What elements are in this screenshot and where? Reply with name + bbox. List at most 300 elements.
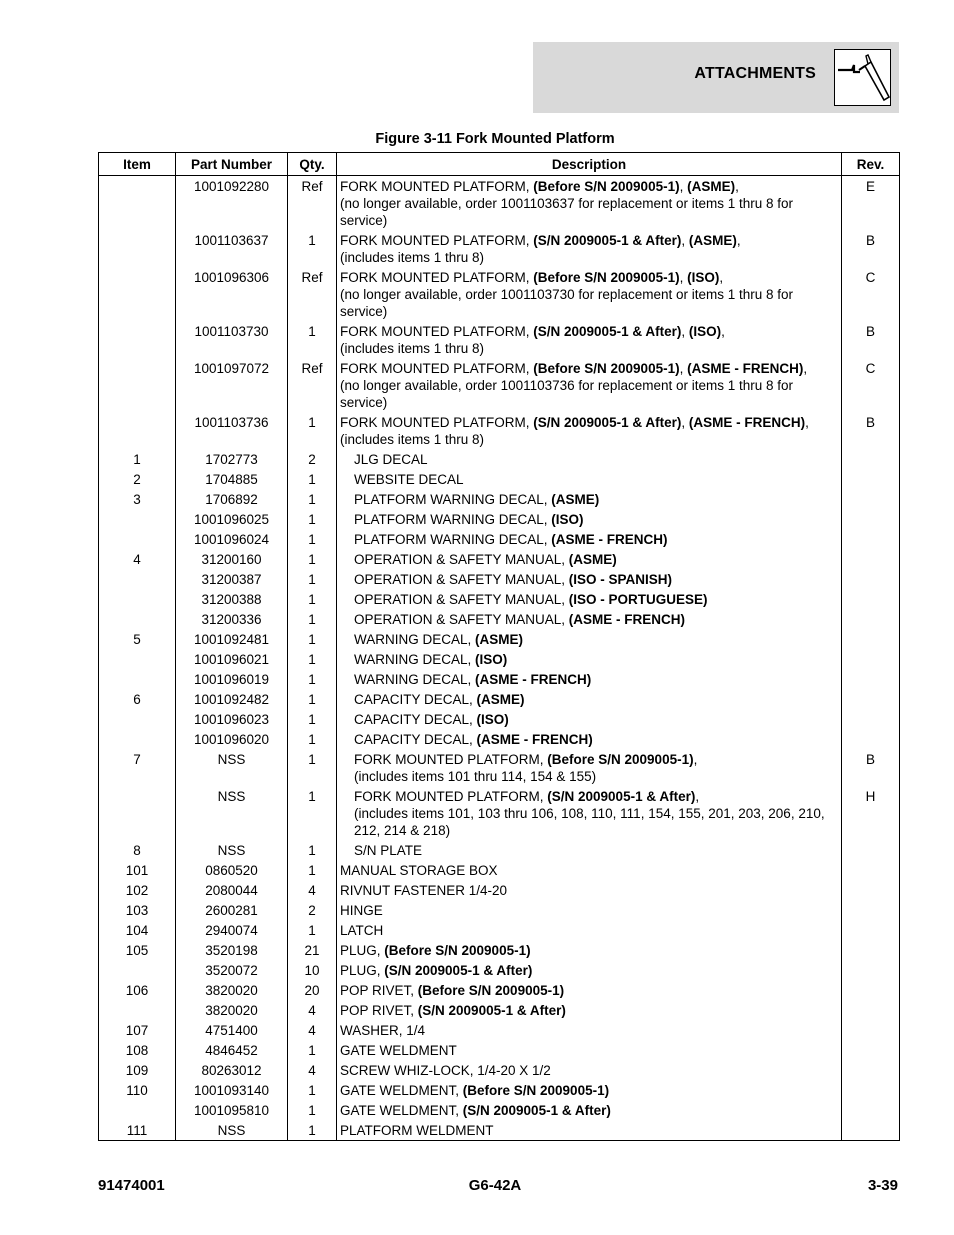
item-number-cell: 109	[99, 1060, 176, 1080]
part-number-cell: 3520072	[176, 960, 288, 980]
description-cell	[337, 1020, 842, 1040]
description-cell	[337, 629, 842, 649]
qty-cell: 1	[288, 649, 337, 669]
part-number-cell: 31200387	[176, 569, 288, 589]
description-line	[354, 591, 838, 608]
description-line	[354, 691, 838, 708]
rev-cell: B	[842, 230, 900, 267]
item-number-cell: 107	[99, 1020, 176, 1040]
qty-cell: Ref	[288, 358, 337, 412]
column-header-part-number: Part Number	[176, 153, 288, 176]
description-qualifier: (S/N 2009005-1 & After)	[533, 232, 682, 248]
item-number-cell: 7	[99, 749, 176, 786]
table-row	[99, 529, 900, 549]
part-number-cell: 1001095810	[176, 1100, 288, 1120]
description-cell	[337, 589, 842, 609]
rev-cell	[842, 449, 900, 469]
qty-cell: 1	[288, 1100, 337, 1120]
description-note: (no longer available, order 1001103736 for replacement or items 1 thru 8 for service)	[340, 377, 794, 410]
description-text: FORK MOUNTED PLATFORM,	[340, 414, 534, 430]
description-cell	[337, 529, 842, 549]
table-row	[99, 569, 900, 589]
footer-page-number: 3-39	[867, 1177, 898, 1194]
item-number-cell: 8	[99, 840, 176, 860]
qty-cell: 1	[288, 786, 337, 840]
description-line	[354, 571, 838, 588]
item-number-cell	[99, 1100, 176, 1120]
description-note: (includes items 101 thru 114, 154 & 155)	[354, 768, 597, 784]
rev-cell	[842, 840, 900, 860]
rev-cell	[842, 489, 900, 509]
qty-cell: 1	[288, 840, 337, 860]
rev-cell: E	[842, 176, 900, 231]
item-number-cell	[99, 960, 176, 980]
qty-cell: 1	[288, 230, 337, 267]
part-number-cell: 31200336	[176, 609, 288, 629]
description-qualifier: (S/N 2009005-1 & After)	[462, 1102, 611, 1118]
item-number-cell	[99, 509, 176, 529]
part-number-cell: 3820020	[176, 980, 288, 1000]
qty-cell: 1	[288, 609, 337, 629]
qty-cell: 10	[288, 960, 337, 980]
item-number-cell: 105	[99, 940, 176, 960]
rev-cell	[842, 1120, 900, 1141]
parts-table	[98, 152, 900, 1141]
description-cell	[337, 569, 842, 589]
item-number-cell: 106	[99, 980, 176, 1000]
table-row	[99, 709, 900, 729]
description-qualifier: (ASME - FRENCH)	[688, 414, 806, 430]
part-number-cell: 1001096021	[176, 649, 288, 669]
part-number-cell: 2940074	[176, 920, 288, 940]
description-line	[354, 842, 838, 859]
description-text: PLUG,	[340, 942, 385, 958]
description-text: WARNING DECAL,	[354, 631, 476, 647]
qty-cell: 1	[288, 489, 337, 509]
qty-cell: 1	[288, 749, 337, 786]
rev-cell: C	[842, 358, 900, 412]
description-text: ,	[693, 751, 698, 767]
table-row	[99, 1120, 900, 1141]
item-number-cell	[99, 589, 176, 609]
rev-cell	[842, 689, 900, 709]
part-number-cell: 0860520	[176, 860, 288, 880]
description-cell	[337, 549, 842, 569]
qty-cell: 1	[288, 412, 337, 449]
table-row	[99, 549, 900, 569]
rev-cell	[842, 1080, 900, 1100]
description-line	[354, 751, 838, 768]
rev-cell	[842, 920, 900, 940]
rev-cell	[842, 669, 900, 689]
description-text: LATCH	[340, 922, 384, 938]
description-cell	[337, 960, 842, 980]
description-qualifier: (ASME)	[687, 178, 736, 194]
description-line	[354, 711, 838, 728]
table-row	[99, 1020, 900, 1040]
column-header-description: Description	[337, 153, 842, 176]
description-text: ,	[805, 414, 809, 430]
description-text: ,	[681, 323, 689, 339]
item-number-cell: 5	[99, 629, 176, 649]
description-text: WEBSITE DECAL	[354, 471, 464, 487]
table-header-row	[99, 153, 900, 176]
part-number-cell: 1001096025	[176, 509, 288, 529]
description-cell	[337, 786, 842, 840]
description-line	[340, 882, 838, 899]
description-line	[340, 1122, 838, 1139]
rev-cell	[842, 1020, 900, 1040]
rev-cell	[842, 509, 900, 529]
description-line	[354, 631, 838, 648]
description-cell	[337, 1120, 842, 1141]
item-number-cell	[99, 609, 176, 629]
description-qualifier: (Before S/N 2009005-1)	[533, 269, 680, 285]
qty-cell: 1	[288, 569, 337, 589]
description-text: ,	[721, 323, 725, 339]
description-text: FORK MOUNTED PLATFORM,	[340, 360, 534, 376]
item-number-cell: 111	[99, 1120, 176, 1141]
table-row	[99, 649, 900, 669]
part-number-cell: 2080044	[176, 880, 288, 900]
qty-cell: Ref	[288, 267, 337, 321]
description-cell	[337, 649, 842, 669]
table-row	[99, 629, 900, 649]
rev-cell	[842, 960, 900, 980]
description-text: WASHER, 1/4	[340, 1022, 426, 1038]
description-cell	[337, 176, 842, 231]
description-cell	[337, 689, 842, 709]
rev-cell	[842, 729, 900, 749]
description-text: PLATFORM WELDMENT	[340, 1122, 494, 1138]
description-cell	[337, 920, 842, 940]
description-note: (includes items 1 thru 8)	[340, 431, 485, 447]
qty-cell: 1	[288, 920, 337, 940]
description-qualifier: (ISO)	[687, 269, 720, 285]
qty-cell: 4	[288, 1060, 337, 1080]
item-number-cell	[99, 649, 176, 669]
description-cell	[337, 1000, 842, 1020]
description-text: ,	[695, 788, 700, 804]
qty-cell: 1	[288, 529, 337, 549]
description-line	[354, 491, 838, 508]
description-qualifier: (Before S/N 2009005-1)	[533, 360, 680, 376]
description-note: (no longer available, order 1001103637 for replacement or items 1 thru 8 for service)	[340, 195, 794, 228]
part-number-cell: 1001096019	[176, 669, 288, 689]
description-text: POP RIVET,	[340, 1002, 418, 1018]
description-line	[340, 1022, 838, 1039]
description-text: FORK MOUNTED PLATFORM,	[354, 751, 548, 767]
description-text: WARNING DECAL,	[354, 671, 476, 687]
rev-cell	[842, 609, 900, 629]
table-row	[99, 920, 900, 940]
description-cell	[337, 900, 842, 920]
table-row	[99, 980, 900, 1000]
description-qualifier: (ASME - FRENCH)	[476, 731, 593, 747]
description-cell	[337, 980, 842, 1000]
description-line	[340, 323, 838, 340]
item-number-cell: 1	[99, 449, 176, 469]
footer-document-number: 91474001	[98, 1177, 165, 1194]
qty-cell: 1	[288, 689, 337, 709]
description-line	[354, 651, 838, 668]
description-qualifier: (S/N 2009005-1 & After)	[384, 962, 533, 978]
description-text: HINGE	[340, 902, 383, 918]
table-row	[99, 960, 900, 980]
description-text: OPERATION & SAFETY MANUAL,	[354, 611, 569, 627]
description-qualifier: (ASME)	[568, 551, 617, 567]
description-qualifier: (ASME - FRENCH)	[551, 531, 668, 547]
description-cell	[337, 1040, 842, 1060]
description-text: CAPACITY DECAL,	[354, 691, 477, 707]
description-qualifier: (Before S/N 2009005-1)	[547, 751, 694, 767]
part-number-cell: 31200160	[176, 549, 288, 569]
description-text: POP RIVET,	[340, 982, 418, 998]
rev-cell	[842, 649, 900, 669]
description-qualifier: (ISO)	[688, 323, 722, 339]
description-text: OPERATION & SAFETY MANUAL,	[354, 551, 569, 567]
description-line	[340, 1042, 838, 1059]
description-qualifier: (Before S/N 2009005-1)	[384, 942, 531, 958]
rev-cell: B	[842, 321, 900, 358]
description-line	[340, 922, 838, 939]
rev-cell	[842, 469, 900, 489]
description-qualifier: (S/N 2009005-1 & After)	[547, 788, 696, 804]
description-text: PLATFORM WARNING DECAL,	[354, 511, 552, 527]
table-row	[99, 1100, 900, 1120]
description-cell	[337, 230, 842, 267]
qty-cell: 1	[288, 729, 337, 749]
table-row	[99, 449, 900, 469]
description-text: GATE WELDMENT,	[340, 1102, 463, 1118]
description-cell	[337, 412, 842, 449]
item-number-cell	[99, 358, 176, 412]
description-note: (includes items 101, 103 thru 106, 108, 110, 111, 154, 155, 201, 203, 206, 210, 212, 214 & 218)	[354, 805, 825, 838]
part-number-cell: 4751400	[176, 1020, 288, 1040]
part-number-cell: 1001096024	[176, 529, 288, 549]
part-number-cell: 3820020	[176, 1000, 288, 1020]
description-text: JLG DECAL	[354, 451, 428, 467]
rev-cell: B	[842, 412, 900, 449]
qty-cell: 2	[288, 449, 337, 469]
qty-cell: 1	[288, 589, 337, 609]
description-text: CAPACITY DECAL,	[354, 731, 477, 747]
qty-cell: 1	[288, 469, 337, 489]
item-number-cell	[99, 529, 176, 549]
rev-cell: C	[842, 267, 900, 321]
description-qualifier: (ASME)	[551, 491, 600, 507]
table-row	[99, 230, 900, 267]
table-row	[99, 609, 900, 629]
table-row	[99, 1000, 900, 1020]
description-cell	[337, 749, 842, 786]
rev-cell	[842, 569, 900, 589]
description-line	[354, 471, 838, 488]
description-qualifier: (ASME)	[688, 232, 737, 248]
table-row	[99, 489, 900, 509]
qty-cell: 1	[288, 1120, 337, 1141]
item-number-cell	[99, 669, 176, 689]
column-header-qty: Qty.	[288, 153, 337, 176]
table-row	[99, 786, 900, 840]
table-row	[99, 589, 900, 609]
column-header-item: Item	[99, 153, 176, 176]
item-number-cell	[99, 412, 176, 449]
part-number-cell: 4846452	[176, 1040, 288, 1060]
table-row	[99, 729, 900, 749]
qty-cell: 1	[288, 709, 337, 729]
table-row	[99, 1040, 900, 1060]
description-note: (includes items 1 thru 8)	[340, 249, 485, 265]
description-text: ,	[736, 232, 741, 248]
description-text: S/N PLATE	[354, 842, 423, 858]
description-cell	[337, 609, 842, 629]
table-row	[99, 900, 900, 920]
description-qualifier: (ISO)	[551, 511, 584, 527]
description-cell	[337, 940, 842, 960]
qty-cell: 1	[288, 549, 337, 569]
description-line	[354, 788, 838, 805]
rev-cell	[842, 880, 900, 900]
description-text: OPERATION & SAFETY MANUAL,	[354, 591, 569, 607]
item-number-cell	[99, 1000, 176, 1020]
description-text: FORK MOUNTED PLATFORM,	[340, 232, 534, 248]
description-cell	[337, 449, 842, 469]
description-text: PLUG,	[340, 962, 385, 978]
description-line	[340, 942, 838, 959]
description-text: ,	[719, 269, 724, 285]
item-number-cell	[99, 321, 176, 358]
description-cell	[337, 840, 842, 860]
table-row	[99, 509, 900, 529]
description-text: FORK MOUNTED PLATFORM,	[340, 269, 534, 285]
description-text: ,	[681, 414, 689, 430]
part-number-cell: NSS	[176, 786, 288, 840]
description-text: PLATFORM WARNING DECAL,	[354, 531, 552, 547]
description-qualifier: (Before S/N 2009005-1)	[462, 1082, 610, 1098]
part-number-cell: 1001092280	[176, 176, 288, 231]
description-text: WARNING DECAL,	[354, 651, 476, 667]
rev-cell	[842, 709, 900, 729]
description-cell	[337, 358, 842, 412]
description-qualifier: (ASME)	[476, 691, 525, 707]
qty-cell: 1	[288, 1040, 337, 1060]
description-line	[354, 731, 838, 748]
qty-cell: 20	[288, 980, 337, 1000]
description-cell	[337, 880, 842, 900]
rev-cell: H	[842, 786, 900, 840]
part-number-cell: 1702773	[176, 449, 288, 469]
description-cell	[337, 267, 842, 321]
part-number-cell: 1001093140	[176, 1080, 288, 1100]
item-number-cell	[99, 569, 176, 589]
description-text: FORK MOUNTED PLATFORM,	[354, 788, 548, 804]
table-row	[99, 469, 900, 489]
rev-cell: B	[842, 749, 900, 786]
item-number-cell: 101	[99, 860, 176, 880]
qty-cell: 4	[288, 880, 337, 900]
description-line	[340, 178, 838, 195]
description-note: (no longer available, order 1001103730 for replacement or items 1 thru 8 for service)	[340, 286, 794, 319]
qty-cell: 2	[288, 900, 337, 920]
item-number-cell: 108	[99, 1040, 176, 1060]
rev-cell	[842, 1060, 900, 1080]
rev-cell	[842, 980, 900, 1000]
description-line	[340, 862, 838, 879]
table-row	[99, 669, 900, 689]
description-cell	[337, 709, 842, 729]
table-row	[99, 749, 900, 786]
qty-cell: 4	[288, 1000, 337, 1020]
parts-table-body	[99, 176, 900, 1141]
description-cell	[337, 1060, 842, 1080]
rev-cell	[842, 629, 900, 649]
table-row	[99, 1080, 900, 1100]
description-cell	[337, 729, 842, 749]
rev-cell	[842, 900, 900, 920]
description-qualifier: (ASME - FRENCH)	[687, 360, 804, 376]
part-number-cell: 31200388	[176, 589, 288, 609]
qty-cell: Ref	[288, 176, 337, 231]
table-row	[99, 880, 900, 900]
description-text: FORK MOUNTED PLATFORM,	[340, 178, 534, 194]
part-number-cell: NSS	[176, 1120, 288, 1141]
footer-model: G6-42A	[468, 1177, 522, 1194]
item-number-cell	[99, 176, 176, 231]
description-text: ,	[679, 360, 688, 376]
description-cell	[337, 509, 842, 529]
description-text: GATE WELDMENT	[340, 1042, 457, 1058]
description-line	[340, 1062, 838, 1079]
table-row	[99, 940, 900, 960]
part-number-cell: 1706892	[176, 489, 288, 509]
description-qualifier: (ASME)	[475, 631, 524, 647]
description-line	[354, 531, 838, 548]
item-number-cell: 3	[99, 489, 176, 509]
qty-cell: 4	[288, 1020, 337, 1040]
description-line	[340, 414, 838, 431]
item-number-cell	[99, 786, 176, 840]
part-number-cell: 1001092482	[176, 689, 288, 709]
description-line	[354, 551, 838, 568]
part-number-cell: 1001097072	[176, 358, 288, 412]
description-text: RIVNUT FASTENER 1/4-20	[340, 882, 508, 898]
qty-cell: 1	[288, 669, 337, 689]
section-title: ATTACHMENTS	[694, 65, 816, 82]
table-row	[99, 412, 900, 449]
description-text: PLATFORM WARNING DECAL,	[354, 491, 552, 507]
welding-torch-icon	[834, 49, 891, 106]
description-line	[354, 511, 838, 528]
description-qualifier: (ISO)	[476, 711, 509, 727]
rev-cell	[842, 1100, 900, 1120]
description-qualifier: (S/N 2009005-1 & After)	[533, 323, 682, 339]
item-number-cell	[99, 267, 176, 321]
description-note: (includes items 1 thru 8)	[340, 340, 485, 356]
description-cell	[337, 489, 842, 509]
qty-cell: 1	[288, 629, 337, 649]
part-number-cell: 3520198	[176, 940, 288, 960]
rev-cell	[842, 1000, 900, 1020]
part-number-cell: 1001096020	[176, 729, 288, 749]
item-number-cell: 110	[99, 1080, 176, 1100]
part-number-cell: NSS	[176, 749, 288, 786]
description-text: FORK MOUNTED PLATFORM,	[340, 323, 534, 339]
table-row	[99, 689, 900, 709]
description-text: ,	[679, 178, 688, 194]
table-row	[99, 358, 900, 412]
description-text: CAPACITY DECAL,	[354, 711, 477, 727]
